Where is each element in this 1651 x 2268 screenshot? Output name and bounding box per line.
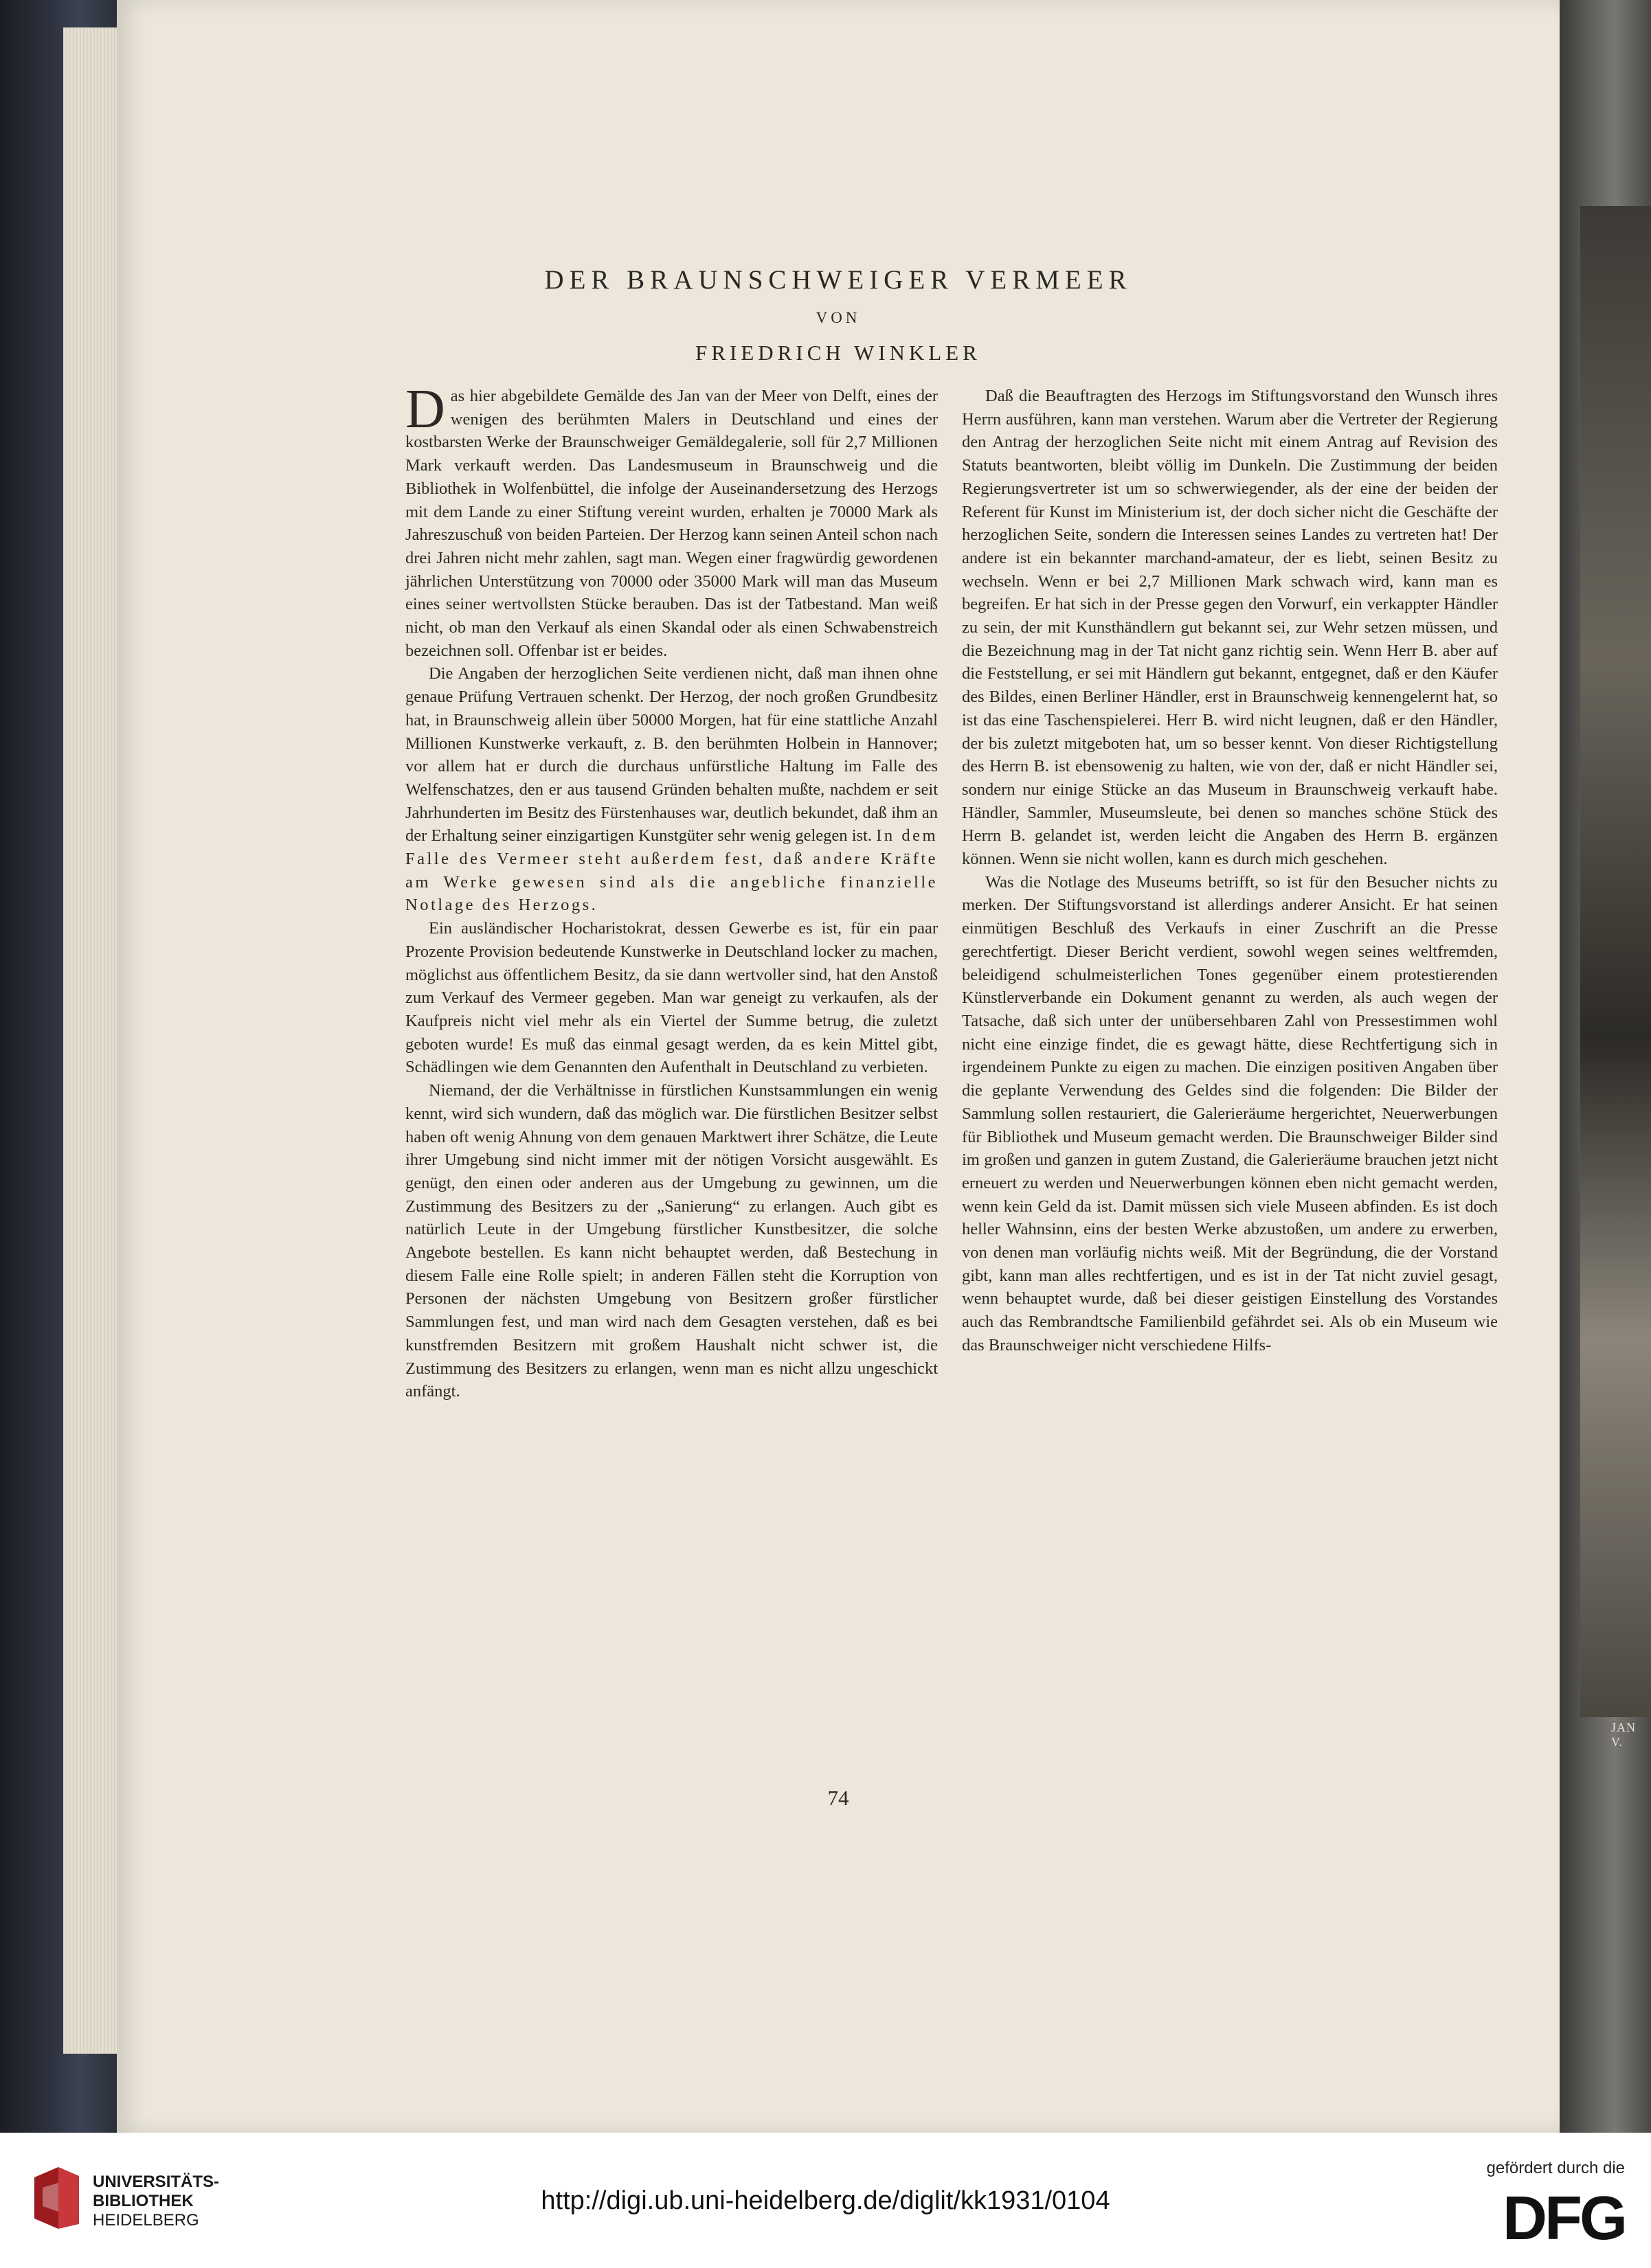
dfg-logo: DFG [1503,2184,1625,2253]
viewer-footer [0,2133,1651,2268]
page-number: 74 [827,1786,849,1810]
library-name-line: BIBLIOTHEK [93,2192,194,2210]
library-name-line: HEIDELBERG [93,2211,199,2230]
adjacent-caption: JAN V. [1611,1721,1637,1749]
paragraph: Daß die Beauftragten des Herzogs im Stiftungsvorstand den Wunsch ihres Herrn ausführen, kann man verstehen. Warum aber die Vertreter der Regierung den Antrag der herzoglichen Seite nicht mit einem Antrag auf Revision des Statuts beantworten, bleibt völlig im Dunkeln. Die Zustimmung der beiden Regierungsvertreter ist um so schwerwiegender, als der eine der beiden der Referent für Kunst im Ministerium ist, der doch sicher nicht die Geschäfte der herzoglichen Seite, sondern die Interessen seines Landes zu vertreten hat! Der andere ist ein bekannter marchand-amateur, der es liebt, seinen Besitz zu wechseln. Wenn er bei 2,7 Millionen Mark schwach wird, kann man es begreifen. Er hat sich in der Presse gegen den Vorwurf, ein verkappter Händler zu sein, der mit Kunsthändlern gut bekannt sei, zur Wehr setzen müssen, und die Bezeichnung mag in der Tat nicht ganz richtig sein. Wenn Herr B. aber auf die Feststellung, er sei mit Händlern gut bekannt, entgegnet, daß er den Käufer des Bildes, einen Berliner Händler, erst in Braunschweig kennengelernt hat, so ist das eine Taschenspielerei. Herr B. wird nicht leugnen, daß er den Händler, der bis zuletzt mitgeboten hat, um so besser kennt. Von dieser Richtigstellung des Herrn B. ist ebensowenig zu halten, wie von der, daß er nicht Händler sei, sondern nur einige Stücke an das Museum in Braunschweig verkauft habe. Händler, Sammler, Museumsleute, bei denen so manches schöne Stück des Herrn B. gelandet ist, werden leicht die Angaben des Herrn B. ergänzen können. Wenn sie nicht wollen, kann es durch mich geschehen. [962,387,1498,869]
article-author: FRIEDRICH WINKLER [695,341,981,365]
paragraph-text: as hier abgebildete Gemälde des Jan van der Meer von Delft, eines der wenigen des berühmten Malers in Deutschland und eines der kostbarsten Werke der Braunschweiger Gemäldegalerie, soll für 2,7 Millionen Mark verkauft werden. Das Landesmuseum in Braunschweig und die Bibliothek in Wolfenbüttel, die infolge der Auseinandersetzung des Herzogs mit dem Lande zu einer Stiftung vereint wurden, erhalten je 70000 Mark als Jahreszuschuß von beiden Parteien. Der Herzog kann seinen Anteil schon nach drei Jahren nicht mehr zahlen, sagt man. Wegen einer fragwürdig gewordenen jährlichen Unterstützung von 70000 oder 35000 Mark will man das Museum eines seiner wertvollsten Stücke berauben. Das ist der Tatbestand. Man weiß nicht, ob man den Verkauf als einen Skandal oder als einen Schwabenstreich bezeichnen soll. Offenbar ist er beides. [405,387,938,660]
paragraph: Was die Notlage des Museums betrifft, so ist für den Besucher nichts zu merken. Der Stiftungsvorstand ist allerdings anderer Ansicht. Er hat seinen einmütigen Beschluß des Verkaufs in einer Zuschrift an die Presse gerechtfertigt. Dieser Bericht verdient, sowohl wegen seines weltfremden, beleidigend schulmeisterlichen Tones gegenüber einem protestierenden Künstlerverbande ein Dokument genannt zu werden, als auch wegen der Tatsache, daß sich unter der unübersehbaren Zahl von Pressestimmen wohl nicht eine einzige findet, die es gewagt hätte, diese Rechtfertigung sich in irgendeinem Punkte zu eigen zu machen. Die einzigen positiven Angaben über die geplante Verwendung des Geldes sind die folgenden: Die Bilder der Sammlung sollen restauriert, die Galerieräume hergerichtet, Neuerwerbungen für Bibliothek und Museum gemacht werden. Die Braunschweiger Bilder sind im großen und ganzen in gutem Zustand, die Galerieräume brauchen jetzt nicht erneuert zu werden und Neuerwerbungen können eben nicht gemacht werden, wenn kein Geld da ist. Damit müssen sich viele Museen abfinden. Es ist doch heller Wahnsinn, eins der besten Werke abzustoßen, um andere zu erwerben, von denen man vorläufig nichts weiß. Mit der Begründung, die der Vorstand gibt, kann man alles rechtfertigen, und es ist in der Tat nicht zuviel gesagt, wenn behauptet wurde, daß bei dieser geistigen Einstellung des Vorstandes auch das Rembrandtsche Familienbild gefährdet sei. Als ob ein Museum wie das Braunschweiger nicht verschiedene Hilfs- [962,872,1498,1354]
paragraph [405,379,938,662]
paragraph: Ein ausländischer Hocharistokrat, dessen Gewerbe es ist, für ein paar Prozente Provision bedeutende Kunstwerke in Deutschland locker zu machen, möglichst aus öffentlichem Besitz, da sie dann wertvoller sind, hat den Anstoß zum Verkauf des Vermeer gegeben. Man war geneigt zu verkaufen, als der Kaufpreis nicht viel mehr als ein Viertel der Summe betrug, die zuletzt geboten wurde! Es muß das einmal gesagt werden, da es kein Mittel gibt, Schädlingen wie dem Genannten den Aufenthalt in Deutschland zu verbieten. [405,919,938,1077]
text-column-left [405,379,939,1403]
drop-cap: D [405,379,445,440]
library-name-line: UNIVERSITÄTS- [93,2173,220,2191]
paragraph [405,662,938,917]
sponsor-label: gefördert durch die [1486,2159,1625,2177]
permalink-url[interactable]: http://digi.ub.uni-heidelberg.de/diglit/kk1931/0104 [541,2186,1110,2215]
text-column-right [962,385,1498,1357]
article-title: DER BRAUNSCHWEIGER VERMEER [544,265,1132,295]
paragraph-text: Die Angaben der herzoglichen Seite verdienen nicht, daß man ihnen ohne genaue Prüfung Vertrauen schenkt. Der Herzog, der noch großen Grundbesitz hat, in Braunschweig allein über 50000 Morgen, hat für eine stattliche Anzahl Millionen Kunstwerke verkauft, z. B. den berühmten Holbein in Hannover; vor allem hat er durch die durchaus unfürstliche Haltung im Falle des Welfenschatzes, den er aus tausend Gründen behalten mußte, nachdem er seit Jahrhunderten im Besitz des Fürstenhauses war, deutlich bekundet, daß ihm an der Erhaltung seiner einzigartigen Kunstgüter sehr wenig gelegen ist. [405,664,938,846]
emphasized-text: In dem Falle des Vermeer steht außerdem fest, daß andere Kräfte am Werke gewesen sind als die angebliche finanzielle Notlage des Herzogs. [405,826,939,915]
article-byline-von: VON [816,309,861,326]
page-edges [63,27,125,2054]
adjacent-painting-image [1580,206,1651,1717]
paragraph: Niemand, der die Verhältnisse in fürstlichen Kunstsammlungen ein wenig kennt, wird sich wundern, daß das möglich war. Die fürstlichen Besitzer selbst haben oft wenig Ahnung von dem genauen Marktwert ihrer Schätze, die Leute ihrer Umgebung sind nicht immer mit der nötigen Vorsicht ausgewählt. Es genügt, den einen oder anderen aus der Umgebung zu gewinnen, um die Zustimmung des Besitzers zu der „Sanierung“ zu erlangen. Auch gibt es natürlich Leute in der Umgebung fürstlicher Kunstbesitzer, die solche Angebote bestellen. Es kann nicht behauptet werden, daß Bestechung in diesem Falle eine Rolle spielt; in anderen Fällen steht die Korruption von Personen der nächsten Umgebung von Besitzern großer fürstlicher Sammlungen fest, und man wird nach dem Gesagten verstehen, daß es bei kunstfremden Besitzern mit großem Haushalt nicht schwer ist, die Zustimmung des Besitzers zu erlangen, wenn man es nicht allzu ungeschickt anfängt. [405,1081,938,1401]
